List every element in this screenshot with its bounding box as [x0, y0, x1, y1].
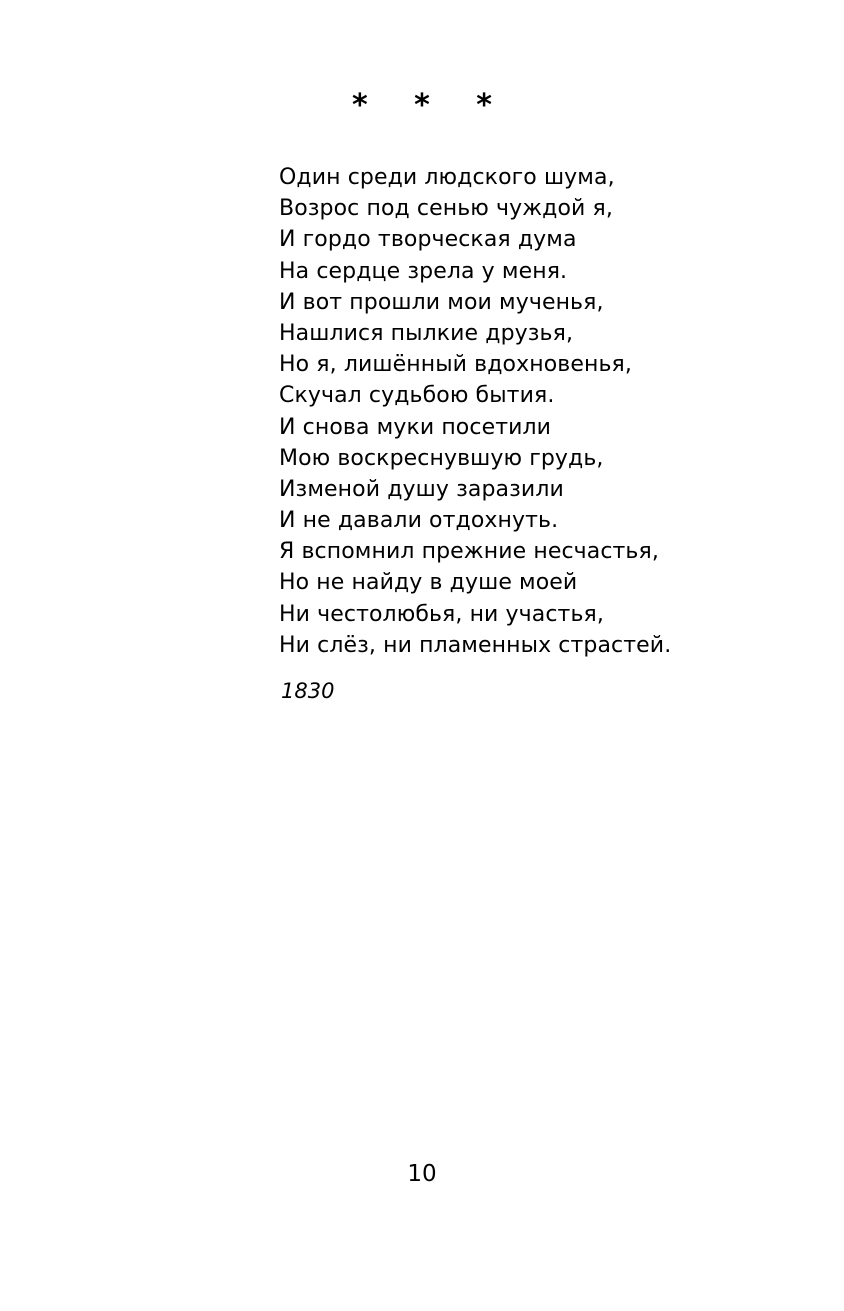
poem-line: Но не найду в душе моей [279, 570, 578, 596]
poem-line: Нашлися пылкие друзья, [279, 320, 574, 346]
poem-line: Я вспомнил прежние несчастья, [279, 539, 659, 565]
poem-line: Мою воскреснувшую грудь, [279, 445, 604, 471]
poem-line: Но я, лишённый вдохновенья, [279, 352, 632, 378]
poem-separator: * * * [352, 88, 510, 123]
poem-text [279, 162, 799, 661]
poem-line: Ни слёз, ни пламенных страстей. [279, 632, 672, 658]
poem-line: И снова муки посетили [279, 414, 552, 440]
poem-line: И не давали отдохнуть. [279, 508, 559, 534]
poem-line: Возрос под сенью чуждой я, [279, 196, 613, 222]
poem-line: Изменой душу заразили [279, 476, 564, 502]
poem-line: Ни честолюбья, ни участья, [279, 601, 604, 627]
poem-line: И гордо творческая дума [279, 227, 577, 253]
page-number: 10 [407, 1161, 437, 1187]
poem-line: Скучал судьбою бытия. [279, 383, 555, 409]
poem-line: И вот прошли мои мученья, [279, 289, 604, 315]
poem-line: На сердце зрела у меня. [279, 258, 568, 284]
poem-year: 1830 [281, 679, 335, 703]
poem-line: Один среди людского шума, [279, 165, 615, 190]
